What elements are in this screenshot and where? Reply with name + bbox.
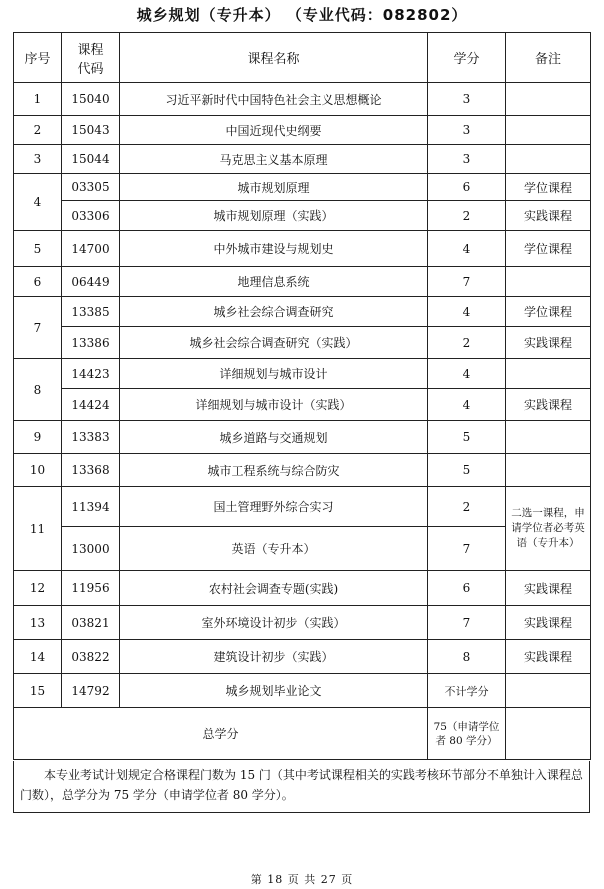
- table-row: [14, 145, 591, 174]
- row-course-name: 城乡道路与交通规划: [120, 421, 428, 454]
- header-note: 备注: [506, 33, 591, 83]
- row-course-name: 详细规划与城市设计: [120, 359, 428, 389]
- row-course-name: 城市规划原理: [120, 174, 428, 201]
- row-credit: 5: [428, 421, 506, 454]
- row-credit: 4: [428, 297, 506, 327]
- total-note: [506, 708, 591, 760]
- row-course-name: 城乡规划毕业论文: [120, 674, 428, 708]
- table-row: [14, 640, 591, 674]
- row-code: 15043: [62, 116, 120, 145]
- row-course-name: 城市规划原理（实践）: [120, 201, 428, 231]
- row-course-name: 城乡社会综合调查研究（实践）: [120, 327, 428, 359]
- row-no: 9: [14, 421, 62, 454]
- row-code: 15040: [62, 83, 120, 116]
- row-course-name: 马克思主义基本原理: [120, 145, 428, 174]
- row-note-elective: 二选一课程，申请学位者必考英语（专升本）: [506, 487, 591, 571]
- row-note: 实践课程: [506, 327, 591, 359]
- row-credit: 7: [428, 606, 506, 640]
- course-table: [13, 32, 591, 760]
- row-note: 学位课程: [506, 174, 591, 201]
- row-note: [506, 454, 591, 487]
- row-note: 实践课程: [506, 571, 591, 606]
- row-course-name: 中外城市建设与规划史: [120, 231, 428, 267]
- total-row: [14, 708, 591, 760]
- row-note: [506, 145, 591, 174]
- total-credit: 75（申请学位者 80 学分）: [428, 708, 506, 760]
- row-code: 06449: [62, 267, 120, 297]
- row-course-name: 城乡社会综合调查研究: [120, 297, 428, 327]
- table-row: [14, 231, 591, 267]
- row-course-name: 农村社会调查专题(实践): [120, 571, 428, 606]
- table-row: [14, 201, 591, 231]
- table-row: [14, 571, 591, 606]
- row-credit: 6: [428, 571, 506, 606]
- row-code: 03822: [62, 640, 120, 674]
- row-credit: 7: [428, 267, 506, 297]
- row-course-name: 城市工程系统与综合防灾: [120, 454, 428, 487]
- row-credit: 3: [428, 145, 506, 174]
- table-row: [14, 267, 591, 297]
- table-row: [14, 421, 591, 454]
- row-credit: 5: [428, 454, 506, 487]
- row-course-name: 详细规划与城市设计（实践）: [120, 389, 428, 421]
- row-credit: 8: [428, 640, 506, 674]
- row-credit: 6: [428, 174, 506, 201]
- row-code: 11956: [62, 571, 120, 606]
- row-credit: 3: [428, 83, 506, 116]
- row-no: 3: [14, 145, 62, 174]
- row-code: 11394: [62, 487, 120, 527]
- row-code: 14424: [62, 389, 120, 421]
- row-credit: 2: [428, 201, 506, 231]
- table-row: [14, 116, 591, 145]
- row-course-name: 英语（专升本）: [120, 527, 428, 571]
- row-code: 15044: [62, 145, 120, 174]
- table-row: [14, 327, 591, 359]
- row-code: 13385: [62, 297, 120, 327]
- row-note: 实践课程: [506, 389, 591, 421]
- page-footer: 第 18 页 共 27 页: [250, 873, 354, 886]
- row-credit: 2: [428, 487, 506, 527]
- row-note: 实践课程: [506, 606, 591, 640]
- row-credit: 不计学分: [428, 674, 506, 708]
- row-note: 学位课程: [506, 231, 591, 267]
- row-no: 12: [14, 571, 62, 606]
- row-credit: 3: [428, 116, 506, 145]
- table-row: [14, 487, 591, 527]
- row-note: [506, 83, 591, 116]
- table-row: [14, 454, 591, 487]
- row-course-name: 建筑设计初步（实践）: [120, 640, 428, 674]
- header-name: 课程名称: [120, 33, 428, 83]
- table-row: [14, 527, 591, 571]
- table-row: [14, 174, 591, 201]
- row-code: 14700: [62, 231, 120, 267]
- row-no: 2: [14, 116, 62, 145]
- row-no: 10: [14, 454, 62, 487]
- row-note: 实践课程: [506, 640, 591, 674]
- row-no: 7: [14, 297, 62, 359]
- row-note: [506, 267, 591, 297]
- total-label: 总学分: [14, 708, 428, 760]
- row-no: 15: [14, 674, 62, 708]
- header-no: 序号: [14, 33, 62, 83]
- row-no: 14: [14, 640, 62, 674]
- row-note: [506, 421, 591, 454]
- row-no: 5: [14, 231, 62, 267]
- row-code: 03305: [62, 174, 120, 201]
- row-no: 6: [14, 267, 62, 297]
- row-no: 4: [14, 174, 62, 231]
- row-credit: 7: [428, 527, 506, 571]
- row-note: 实践课程: [506, 201, 591, 231]
- row-note: [506, 116, 591, 145]
- row-course-name: 地理信息系统: [120, 267, 428, 297]
- row-code: 13386: [62, 327, 120, 359]
- table-row: [14, 389, 591, 421]
- table-header-row: [14, 33, 591, 83]
- row-code: 14423: [62, 359, 120, 389]
- row-note: 学位课程: [506, 297, 591, 327]
- table-row: [14, 606, 591, 640]
- table-row: [14, 83, 591, 116]
- row-code: 03306: [62, 201, 120, 231]
- row-credit: 4: [428, 359, 506, 389]
- row-no: 1: [14, 83, 62, 116]
- row-note: [506, 359, 591, 389]
- row-course-name: 习近平新时代中国特色社会主义思想概论: [120, 83, 428, 116]
- table-row: [14, 674, 591, 708]
- row-course-name: 国土管理野外综合实习: [120, 487, 428, 527]
- row-code: 13368: [62, 454, 120, 487]
- row-course-name: 室外环境设计初步（实践）: [120, 606, 428, 640]
- row-no: 13: [14, 606, 62, 640]
- row-course-name: 中国近现代史纲要: [120, 116, 428, 145]
- row-credit: 4: [428, 231, 506, 267]
- row-no: 11: [14, 487, 62, 571]
- row-code: 13383: [62, 421, 120, 454]
- row-credit: 4: [428, 389, 506, 421]
- table-row: [14, 359, 591, 389]
- summary-note: 本专业考试计划规定合格课程门数为 15 门（其中考试课程相关的实践考核环节部分不单独计入课程总门数），总学分为 75 学分（申请学位者 80 学分）。: [13, 761, 590, 813]
- header-code: 课程 代码: [62, 33, 120, 83]
- row-code: 13000: [62, 527, 120, 571]
- header-credit: 学分: [428, 33, 506, 83]
- row-no: 8: [14, 359, 62, 421]
- row-credit: 2: [428, 327, 506, 359]
- row-note: [506, 674, 591, 708]
- page-title: 城乡规划（专升本） （专业代码：082802）: [136, 6, 468, 24]
- row-code: 03821: [62, 606, 120, 640]
- row-code: 14792: [62, 674, 120, 708]
- table-row: [14, 297, 591, 327]
